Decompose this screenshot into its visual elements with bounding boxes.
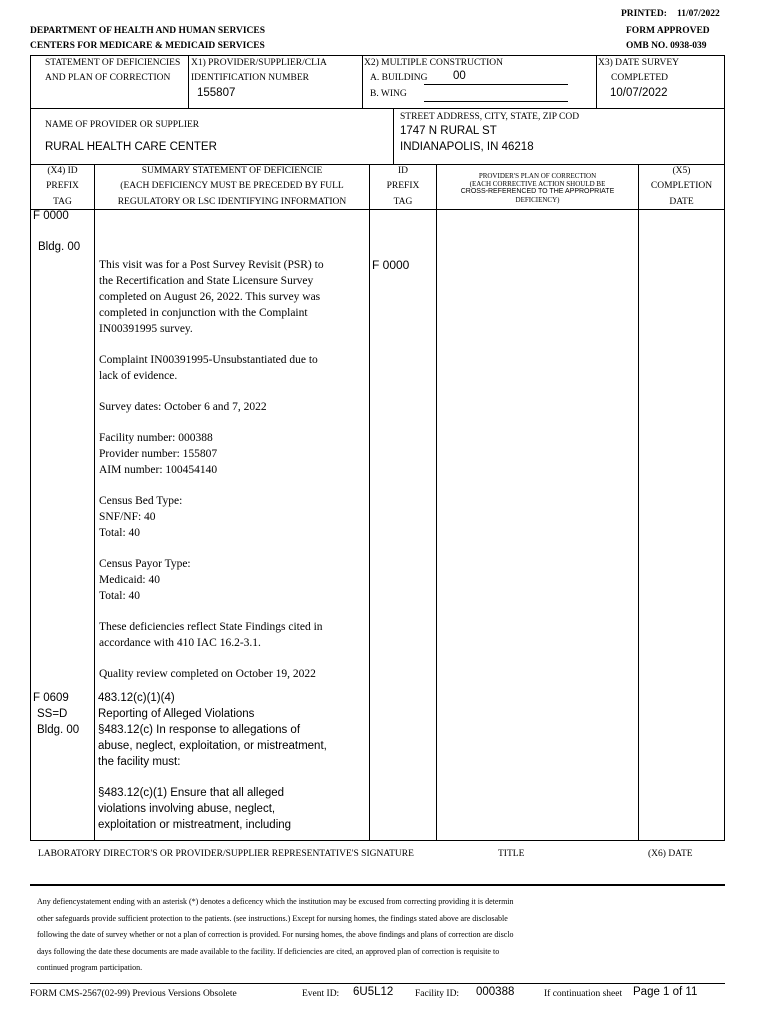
event-id-label: Event ID: — [302, 989, 340, 999]
date-survey-value: 10/07/2022 — [610, 87, 668, 99]
form-number: FORM CMS-2567(02-99) Previous Versions Obsolete — [30, 989, 237, 999]
text-line: These deficiencies reflect State Findings cited in — [99, 621, 323, 633]
text-line: exploitation or mistreatment, including — [98, 819, 292, 831]
summary-text — [99, 257, 367, 682]
id-tag-f0000: F 0000 — [372, 258, 410, 272]
bldg-label: Bldg. 00 — [38, 241, 81, 253]
text-line: Provider number: 155807 — [99, 448, 218, 460]
summary-header-line2: (EACH DEFICIENCY MUST BE PRECEDED BY FULL — [120, 181, 344, 191]
x4-id-header-line1: (X4) ID — [47, 166, 78, 176]
text-line: the facility must: — [98, 756, 181, 768]
provider-name-value: RURAL HEALTH CARE CENTER — [45, 141, 217, 153]
text-line: This visit was for a Post Survey Revisit (PSR) to — [99, 259, 324, 271]
department-title: DEPARTMENT OF HEALTH AND HUMAN SERVICES — [30, 26, 266, 36]
statement-label-line1: STATEMENT OF DEFICIENCIES — [45, 58, 181, 68]
address-label: STREET ADDRESS, CITY, STATE, ZIP COD — [400, 112, 580, 122]
plan-header-line1: PROVIDER'S PLAN OF CORRECTION — [478, 172, 597, 180]
provider-id-label-line2: IDENTIFICATION NUMBER — [191, 73, 309, 83]
disclaimer-text — [37, 894, 727, 977]
page-number: Page 1 of 11 — [633, 986, 698, 998]
text-line: Facility number: 000388 — [99, 432, 213, 444]
regulation-text — [98, 690, 368, 833]
x4-id-header-line3: TAG — [53, 197, 72, 207]
tag-f0609-line2: SS=D — [37, 708, 68, 720]
text-line: Medicaid: 40 — [99, 574, 160, 586]
facility-id-value: 000388 — [476, 986, 515, 998]
text-line: continued program participation. — [37, 963, 143, 972]
printed-label: PRINTED: — [621, 9, 667, 19]
summary-paragraph — [99, 619, 367, 651]
plan-header-line3: CROSS-REFERENCED TO THE APPROPRIATE — [460, 188, 615, 195]
text-line: completed on August 26, 2022. This survey was — [99, 291, 321, 303]
text-line: the Recertification and State Licensure Survey — [99, 275, 314, 287]
continuation-label: If continuation sheet — [544, 989, 623, 999]
text-line: Total: 40 — [99, 590, 141, 602]
summary-paragraph — [99, 493, 367, 541]
x4-id-header-line2: PREFIX — [46, 181, 79, 191]
text-line: Total: 40 — [99, 527, 141, 539]
text-line: SNF/NF: 40 — [99, 511, 156, 523]
text-line: following the date of survey whether or not a plan of correction is provided. For nursing homes, the above findings and plans of correction are disclo — [37, 930, 514, 939]
tag-f0609-line1: F 0609 — [33, 692, 69, 704]
text-line: §483.12(c) In response to allegations of — [98, 724, 301, 736]
address-line1: 1747 N RURAL ST — [400, 125, 497, 137]
building-value: 00 — [453, 70, 466, 82]
text-line: other safeguards provide sufficient protection to the patients. (see instructions.) Except for nursing homes, the findings stated above are disclosable — [37, 913, 508, 923]
text-line: days following the date these documents are made available to the facility. If deficiencies are cited, an approved plan of correction is requisite to — [37, 946, 500, 956]
text-line: Quality review completed on October 19, 2022 — [99, 668, 316, 680]
text-line: AIM number: 100454140 — [99, 464, 218, 476]
id-header-line2: PREFIX — [386, 181, 420, 191]
text-line: Any defiencystatement ending with an asterisk (*) denotes a deficency which the institution may be excused from correcting providing it is determin — [37, 897, 514, 906]
facility-id-label: Facility ID: — [415, 989, 460, 999]
provider-id-value: 155807 — [197, 87, 236, 99]
printed-date: 11/07/2022 — [677, 9, 720, 19]
date-survey-label-line1: X3) DATE SURVEY — [598, 58, 680, 68]
x5-header-line1: (X5) — [672, 166, 691, 176]
text-line: Complaint IN00391995-Unsubstantiated due to — [99, 354, 318, 366]
text-line: Census Bed Type: — [99, 495, 183, 507]
summary-paragraph — [99, 430, 367, 478]
tag-f0609 — [33, 690, 79, 738]
wing-label: B. WING — [370, 89, 407, 99]
form-approved: FORM APPROVED — [626, 26, 710, 36]
provider-name-label: NAME OF PROVIDER OR SUPPLIER — [45, 120, 200, 130]
x5-header-line2: COMPLETION — [650, 181, 713, 191]
tag-f0609-line3: Bldg. 00 — [37, 724, 80, 736]
centers-title: CENTERS FOR MEDICARE & MEDICAID SERVICES — [30, 41, 265, 51]
text-line: abuse, neglect, exploitation, or mistreatment, — [98, 740, 327, 752]
date-survey-label-line2: COMPLETED — [611, 73, 668, 83]
text-line: Survey dates: October 6 and 7, 2022 — [99, 401, 267, 413]
building-label: A. BUILDING — [370, 73, 428, 83]
summary-paragraph — [99, 257, 367, 337]
text-line: §483.12(c)(1) Ensure that all alleged — [98, 787, 285, 799]
x6-date-label: (X6) DATE — [648, 849, 693, 859]
multiple-construction-label: X2) MULTIPLE CONSTRUCTION — [364, 58, 503, 68]
text-line: completed in conjunction with the Complaint — [99, 307, 308, 319]
provider-id-label-line1: X1) PROVIDER/SUPPLIER/CLIA — [191, 58, 327, 68]
summary-header-line3: REGULATORY OR LSC IDENTIFYING INFORMATION — [117, 197, 347, 207]
text-line: Reporting of Alleged Violations — [98, 708, 255, 720]
summary-header-line1: SUMMARY STATEMENT OF DEFICIENCIE — [141, 166, 323, 176]
summary-paragraph — [99, 666, 367, 682]
plan-header-line2: (EACH CORRECTIVE ACTION SHOULD BE — [469, 180, 606, 188]
signature-label: LABORATORY DIRECTOR'S OR PROVIDER/SUPPLIER REPRESENTATIVE'S SIGNATURE — [38, 849, 414, 859]
tag-f0000: F 0000 — [33, 210, 69, 222]
regulation-paragraph — [98, 785, 368, 833]
summary-paragraph — [99, 556, 367, 604]
text-line: IN00391995 survey. — [99, 323, 193, 335]
text-line: lack of evidence. — [99, 370, 178, 382]
event-id-value: 6U5L12 — [353, 986, 394, 998]
regulation-paragraph — [98, 690, 368, 770]
summary-paragraph — [99, 352, 367, 384]
plan-header-line4: DEFICIENCY) — [515, 196, 560, 204]
id-header-line1: ID — [397, 166, 409, 176]
id-header-line3: TAG — [393, 197, 413, 207]
text-line: Census Payor Type: — [99, 558, 191, 570]
summary-paragraph — [99, 399, 367, 415]
title-label: TITLE — [498, 849, 525, 859]
statement-label-line2: AND PLAN OF CORRECTION — [45, 73, 171, 83]
x5-header-line3: DATE — [669, 197, 694, 207]
text-line: accordance with 410 IAC 16.2-3.1. — [99, 637, 261, 649]
text-line: 483.12(c)(1)(4) — [98, 692, 175, 704]
omb-number: OMB NO. 0938-039 — [626, 41, 707, 51]
text-line: violations involving abuse, neglect, — [98, 803, 276, 815]
address-line2: INDIANAPOLIS, IN 46218 — [400, 141, 534, 153]
